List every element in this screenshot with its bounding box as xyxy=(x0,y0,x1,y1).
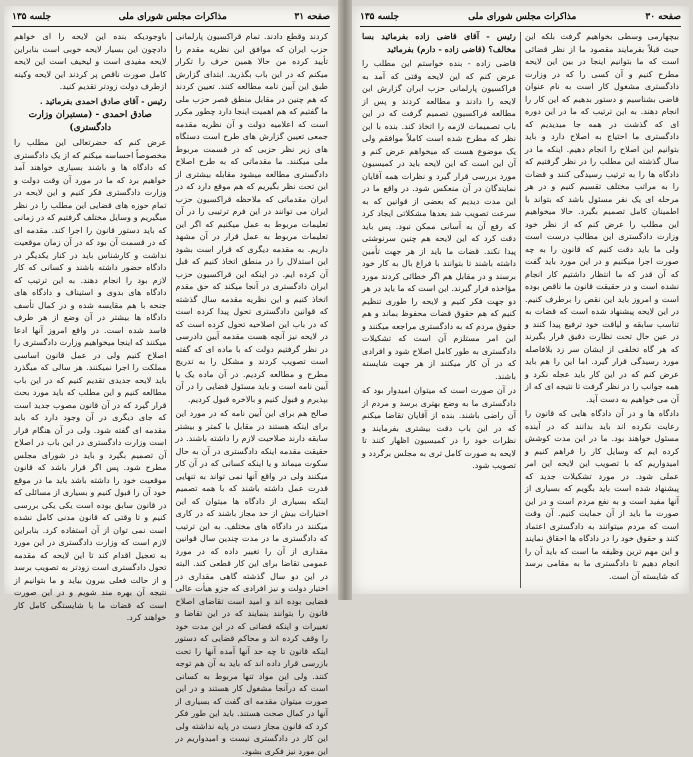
speaker-heading: صادق احمدی - (مستبران وزارت دادگستری) xyxy=(28,110,152,133)
right-page-header xyxy=(360,10,681,24)
left-page-header xyxy=(12,10,330,24)
left-page xyxy=(4,6,338,756)
paragraph: بیچهارمی وسطی بخواهیم گرفت بلکه این حیث قبلاً بفرمایند مقصود ما از نظر قضائی است که ما بتوانیم اینجا در بین این لایحه مطرح کنیم و آن کسی را که در وزارت دادگستری مشغول کار است به نام عنوان قاضی بشناسیم و دستور بدهیم که این کار را انجام دهند. به این ترتیب که ما در این دوره ای که گذشت در همه جا میدیدیم که دادگستری ما احتیاج به اصلاح دارد و باید بتوانیم این اصلاح را انجام دهیم. اینکه ما در سال گذشته این مطلب را در نظر گرفتیم که دادگاه ها را به ترتیب رسیدگی کنند و قضات را به مراتب مختلف تقسیم کنیم و در هر مرحله ای یک نفر مسئول باشد که بتواند با اطمینان کامل تصمیم بگیرد. حالا میخواهیم این مطلب را عرض کنم که از نظر خود وزارت دادگستری این مطالب درست است ولی ما باید دقت کنیم که قانون را به چه صورت اجرا میکنیم و در این مورد باید گفت که آن قدر که ما انتظار داشتیم کار انجام نشده است و در حقیقت قانون ما ناقص بوده است و امروز باید این نقص را برطرف کنیم. در این لایحه پیشنهاد شده است که قضات به تناسب سابقه و لیاقت خود ترفیع پیدا کنند و در عین حال تحت نظارت دقیق قرار بگیرند که هر گاه تخلفی از ایشان سر زد بلافاصله مورد رسیدگی قرار گیرد. اما این را هم باید عرض کنم که در این کار باید عجله نکرد و همه جوانب را در نظر گرفت تا نتیجه ای که از آن می خواهیم به دست آید. xyxy=(525,31,679,404)
book-gutter xyxy=(338,0,352,600)
right-page-right-column xyxy=(521,30,683,590)
speaker-line: رئیس - آقای صادق احمدی بفرمائید . xyxy=(39,95,167,106)
paragraph: باوجودیکه بنده این لایحه را ای خواهم دادچون این بسیار لایحه خوبی است بنابراین لایحه مفیدی است و لیخیف است این لایحه کامل صورت ناقص پر کردند این لایحه وکینه ازطرف دولت زودتر تقدیم کنید. xyxy=(14,31,167,91)
right-page-left-column xyxy=(358,30,520,590)
left-page-columns xyxy=(10,30,332,756)
paragraph: صالح هم برای این آیین نامه که در مورد این برای اینکه هستند در مقابل با کمتر و بیشتر سابقه دارند صلاحیت لازم را داشته باشند. در حقیقت مقدمه اینکه دادگستری در آن به حال سکوت میماند و یا اینکه کسانی که در آن کار میکنند ولی در واقع آنها نمی تواند به تنهایی قدرت عمل داشته باشند که با همه تصمیم اینکه بسیاری از دادگاه ها میتوان که این اختیارات بیش از حد مجاز باشند که در کاری میکنند در دادگاه های مختلف. به این ترتیب که دادگستری ما در مدت چندین سال قوانین مقداری از آن را تغییر داده که در مورد عمومی تقاضا برای این کار قطعی کند. البته در این دو سال گذشته گاهی مقداری در اختیار دولت و نیز افرادی که جزو هیأت عالی قضایی بوده اند و امید است تقاضای اصلاح قانون را بتوانند بنمایند که در این تقاضا و تغییرات و اینکه قضاتی که در این مدت خود را وقف کرده اند و محاکم قضایی که دستور اینکه قانون تا چه حد آنها آمده آنها را تحت بازرسی قرار داده اند که باید به آن هم توجه کنند. ولی این مواد تنها مربوط به کسانی است که درآنجا مشغول کار هستند و در این صورت میتوان مقدمه ای گفت که بسیاری از آنها در کمال صحت هستند. باید این طور فکر کرد که قانون مجاز دست در پایه نداشته ولی این کار در دادگستری نیست و امیدواریم در این مورد نیز فکری بشود. xyxy=(175,408,328,756)
paragraph: قاضی زاده - بنده خواستم این مطلب را عرض کنم که این لایحه وقتی که آمد به فراکسیون پارلمانی حزب ایران گزارش این لایحه را دادند و مطالعه کردند و پس از مطالعه فراکسیون تصمیم گرفت که در این باب تصمیمات لازمه را اتخاذ کند. بنده با این نظر که مطرح شده است کاملاً موافقم ولی یک موضوع هست که میخواهم عرض کنم و آن این است که این لایحه باید در کمیسیون مورد بررسی قرار گیرد و نظرات همه آقایان نمایندگان در آن منعکس شود. در واقع ما در این مدت دیدیم که بعضی از قوانین که به سرعت تصویب شد بعدها مشکلاتی ایجاد کرد که رفع آن به آسانی ممکن نبود. پس باید دقت کرد که این لایحه هم چنین سرنوشتی پیدا نکند. قضات ما باید از هر جهت تأمین داشته باشند تا بتوانند با فراغ بال به کار خود برسند و در مقابل هم اگر خطائی کردند مورد مؤاخذه قرار گیرند. این است که ما باید در هر دو جهت فکر کنیم و لایحه را طوری تنظیم کنیم که هم حقوق قضات محفوظ بماند و هم حقوق مردم که به دادگستری مراجعه میکنند و این امر مستلزم آن است که تشکیلات دادگستری به طور کامل اصلاح شود و افرادی که در آن کار میکنند از هر جهت شایسته باشند. xyxy=(362,58,516,381)
right-header-title: مذاکرات مجلس شورای ملی xyxy=(468,12,577,22)
paragraph: دادگاه ها و در آن دادگاه هایی که قانون را رعایت نکرده اند باید بدانند که در آینده مسئول خواهند بود. ما در این مدت کوشش کرده ایم که وسایل کار را فراهم کنیم و امیدواریم که با تصویب این لایحه این امر عملی شود. در مورد تشکیلات جدید که پیشنهاد شده است باید بگویم که بسیاری از آنها مفید است و به نفع مردم است و در این صورت ما باید از آن حمایت کنیم. آن وقت است که مردم میتوانند به دادگستری اعتماد کنند و حقوق خود را در دادگاه ها احقاق نمایند و این مهم ترین وظیفه ما است که باید آن را انجام دهیم تا دادگستری ما به مقامی برسد که شایسته آن است. xyxy=(525,408,679,581)
right-header-page-number: صفحه ۳۰ xyxy=(645,12,681,22)
right-header-session: جلسه ۱۳۵ xyxy=(360,12,400,22)
right-page xyxy=(352,6,689,594)
paragraph: کردند وقطع دادند. تمام قراکسیون پارلمانی حزب ایران که موافق این نظریه مقدم را تأیید کرده من حالا همین حرف را تکرار میکنم که در این باب بگذرید. ابتدای گزارش طبق این آیین نامه مطالعه کنند. تعیین کردند که هم چنین در مقابل منطق قصر حزب ملی ما گفتیم که هم اهمیت اینجا دارد چطور مکرر است که اعلامیه دولت و آن نظریه مقدمه جمعی تعیین گزارش های طرح است دستگاه های زیر نظر حزبی که در قسمت مربوط ملی میکنند. ما مقدماتی که به طرح اصلاح دادگستری مطالعه میشود مقابله بیشتری از این تحت نظر بگیریم که هم موقع دارد که در ایران مقدماتی که ملاحظه قراکسیون حزب ایران می توانند در این فرم ترتیبی را در آن تعلیمات مربوط به عمل میکنیم که اگر این تعلیمات مربوط به عمل قرار در آن مشهد داریم. به مقدمه دیگری که قرار است بشود این استدلال را در منطق اتخاذ کنیم که قبل آن کرده ایم. در اینکه این قراکسیون حزب ایران دادگستری در آنجا میکند که حق مقدم اتخاذ کنیم و این نظریه مقدمه سال گذشته که قوانین دادگستری تحول پیدا کرده است که در باب این اصلاحیه تحول کرده است که در لایحه نیز آنچه هست مقدمه آیین دادرسی در نظر گرفتیم دولت که با ماده ای که گفته است تصویب کردند و مشکل را به تدریج مطرح و مطالعه کردیم. در آن ماده یک یا آیین نامه است و باید مسئول قضایی را در آن بپذیرم و قبول کنیم و بالاخره قبول کردیم. xyxy=(175,31,328,404)
header-rule xyxy=(360,26,681,27)
left-page-right-column xyxy=(172,30,333,756)
paragraph: در آن صورت است که میتوان امیدوار بود که دادگستری ما به وضع بهتری برسد و مردم از آن راضی باشند. بنده از آقایان تقاضا میکنم که در این باب دقت بیشتری بفرمایند و نظرات خود را در کمیسیون اظهار کنند تا لایحه به صورت کامل تری به مجلس برگردد و تصویب شود. xyxy=(362,385,516,470)
left-page-left-column xyxy=(10,30,171,622)
left-header-session: جلسه ۱۳۵ xyxy=(12,12,52,22)
left-header-page-number: صفحه ۳۱ xyxy=(294,12,330,22)
speaker-line: رئیس - آقای قاضی زاده بفرمائید بسا مخالف؟ (قاضی زاده - دارم) بفرمائید xyxy=(362,31,516,54)
header-rule xyxy=(12,26,330,27)
paragraph: عرض کنم که حضرتعالی این مطلب را مخصوصاً احساسه میکنم که از یک دادگستری که دادگاه ها و باشند بسیاری خواهند آمد خواهیم برد که ما در مورد آن وقت دولت و وزارت دادگستری فکر کنیم و این لایحه در تمام حوزه های قضایی این مطلب را در نظر میگیریم و وسایل مختلف گرفتیم که در زمانی که باید دستور قانون را اجرا کند. مقدمه ای که در قسمت آن بود که در آن زمان موقعیت نداشت و کارشناس باید در کنار یکدیگر در دادگاه حضور داشته باشند و کسانی که کار لازم بود را انجام دهند. به این ترتیب که دادگاه های بدوی و استیناف و دادگاه های جنحه با هم مقایسه شده و در کمال تأسف دادگاه ها بیشتر در آن وضع از هر طرف فاسد شده است. در واقع امروز آنها ادعا میکنند که اینجا میخواهیم وزارت دادگستری را اصلاح کنیم ولی در عمل قانون اساسی مملکت را اجرا نمیکنند. هر سالی که میگذرد باید لایحه جدیدی تقدیم کنیم که در این باب مطالعه کنیم و این مطلب که باید مورد بحث قرار گیرد که در آن قانون مصوب جدید است که جای دیگری در آن وجود دارد که باید مقدمه ای گفته شود. ولی در آن هنگام قرار است وزارت دادگستری در این باب در اصلاح آن تصمیم بگیرد و باید در شورای مجلس مطرح شود. پس اگر قرار باشد که قانون موقعیت خود را داشته باشد باید ما در موقع خود آن را قبول کنیم و بسیاری از مسائلی که در قانون سابق بوده است یکی یکی بررسی کنیم و تا وقتی که قانون مدنی کامل نشده است نمی توان از آن استفاده کرد. بنابراین لازم است که وزارت دادگستری در این مورد به تعجیل اقدام کند تا این لایحه که مقدمه تحول دادگستری است زودتر به تصویب برسد و از حالت فعلی بیرون بیاید و ما بتوانیم از نتیجه آن بهره مند شویم و در این صورت است که قضات ما با شایستگی کامل کار خواهند کرد. xyxy=(14,137,167,622)
right-page-columns xyxy=(358,30,683,590)
left-header-title: مذاکرات مجلس شورای ملی xyxy=(118,12,227,22)
